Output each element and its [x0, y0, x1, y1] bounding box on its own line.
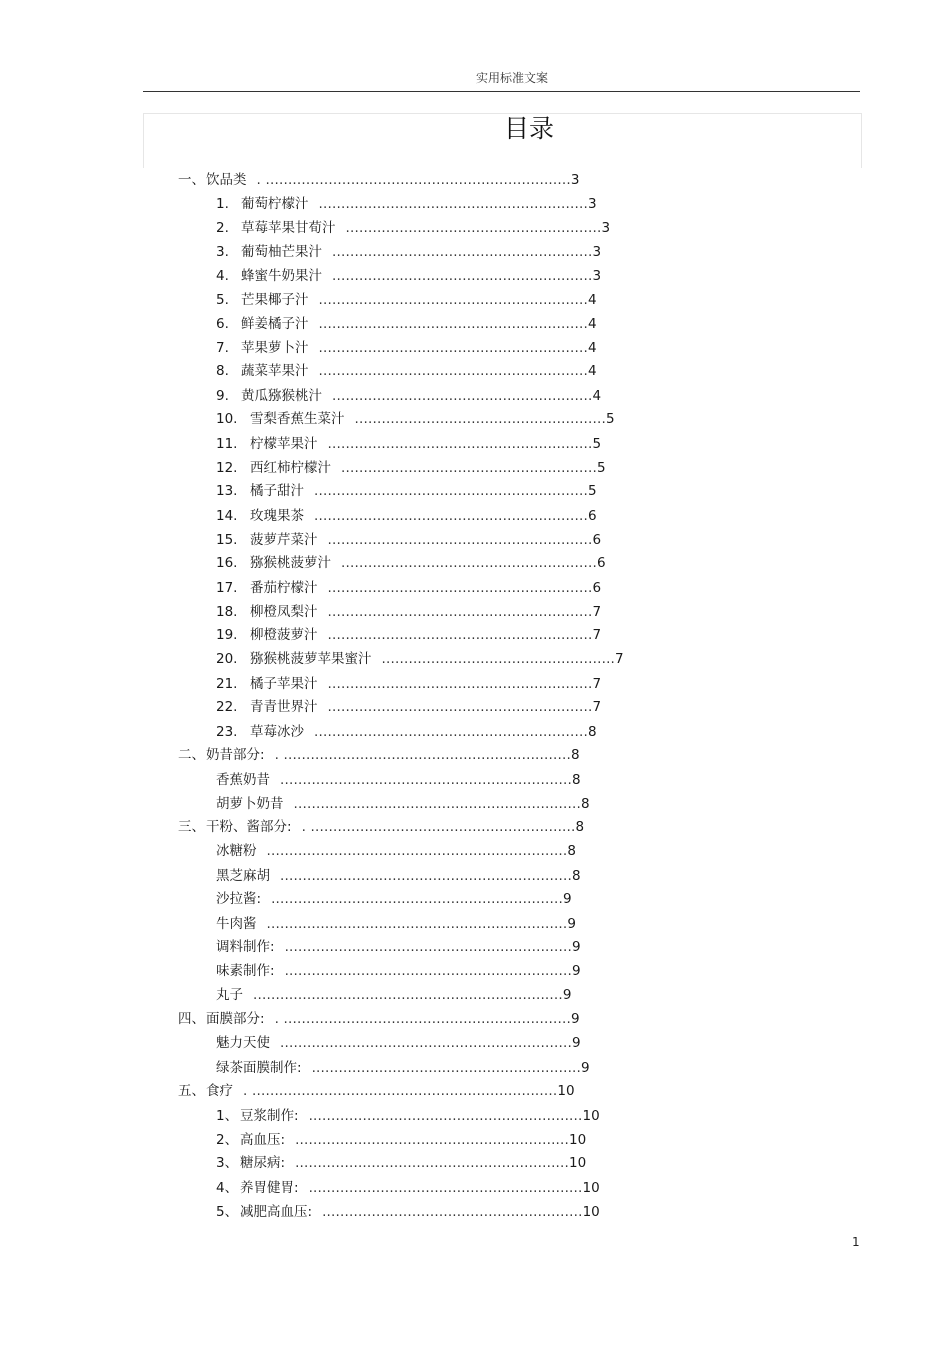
- toc-entry-number: 16.: [216, 555, 238, 571]
- toc-entry-title: 味素制作:: [216, 963, 275, 979]
- toc-entry[interactable]: [216, 868, 581, 884]
- toc-entry-title: 豆浆制作:: [240, 1108, 299, 1124]
- toc-entry-number: 四、: [178, 1011, 205, 1027]
- toc-entry-title: 黑芝麻胡: [216, 868, 270, 884]
- toc-entry-title: 养胃健胃:: [240, 1180, 299, 1196]
- toc-entry-title: 饮品类: [206, 172, 247, 188]
- toc-entry-number: 19.: [216, 627, 238, 643]
- toc-entry-title: 绿茶面膜制作:: [216, 1060, 302, 1076]
- toc-entry[interactable]: [216, 483, 597, 499]
- toc-entry-number: 6.: [216, 316, 229, 332]
- toc-entry-leader: .............................................................: [314, 508, 588, 524]
- toc-entry-page: 6: [592, 580, 602, 596]
- toc-title: 目录: [503, 114, 554, 143]
- toc-entry-number: 15.: [216, 532, 238, 548]
- toc-entry-title: 猕猴桃菠萝汁: [250, 555, 331, 571]
- toc-entry[interactable]: [216, 508, 597, 524]
- toc-entry-page: 9: [572, 963, 581, 979]
- toc-entry-title: 玫瑰果茶: [250, 508, 304, 524]
- toc-entry-title: 柳橙凤梨汁: [250, 604, 318, 620]
- toc-entry-number: 8.: [216, 363, 229, 379]
- toc-entry[interactable]: [216, 580, 601, 596]
- toc-entry-leader: ................................................................: [293, 796, 581, 812]
- toc-entry-title: 丸子: [216, 987, 243, 1003]
- toc-entry-title: 胡萝卜奶昔: [216, 796, 284, 812]
- toc-entry-number: 一、: [178, 172, 205, 188]
- toc-entry-page: 8: [567, 843, 577, 859]
- toc-entry-leader: ................................................................: [284, 939, 573, 955]
- toc-entry-title: 奶昔部分:: [206, 747, 265, 763]
- toc-entry-leader: ..........................................................: [332, 244, 593, 260]
- toc-entry-page: 5: [587, 483, 597, 499]
- toc-entry-leader: ...........................................................: [327, 676, 593, 692]
- toc-entry-page: 3: [592, 268, 602, 284]
- toc-entry-page: 9: [562, 987, 572, 1003]
- toc-entry-title: 苹果萝卜汁: [241, 340, 309, 356]
- toc-entry[interactable]: [178, 1083, 575, 1099]
- toc-entry-title: 葡萄柠檬汁: [241, 196, 309, 212]
- toc-entry[interactable]: [216, 1035, 581, 1051]
- toc-entry-number: 9.: [216, 388, 229, 404]
- toc-entry-page: 9: [571, 1011, 580, 1027]
- toc-entry[interactable]: [216, 843, 576, 859]
- toc-entry-page: 10: [569, 1132, 587, 1148]
- toc-entry-number: 13.: [216, 483, 238, 499]
- toc-entry-leader: ...................................................................: [266, 916, 568, 932]
- toc-entry[interactable]: [216, 532, 601, 548]
- toc-entry-title: 牛肉酱: [216, 916, 257, 932]
- toc-entry[interactable]: [216, 1132, 586, 1148]
- toc-entry-page: 6: [592, 532, 602, 548]
- toc-entry-leader: ............................................................: [318, 292, 588, 308]
- toc-entry-page: 10: [582, 1180, 600, 1196]
- toc-entry[interactable]: [216, 292, 597, 308]
- toc-entry-title: 干粉、酱部分:: [206, 819, 292, 835]
- toc-entry[interactable]: [216, 460, 606, 476]
- toc-entry-page: 4: [587, 340, 597, 356]
- toc-entry[interactable]: [216, 436, 601, 452]
- toc-entry-leader: ..........................................................: [322, 1204, 583, 1220]
- toc-entry-leader: .................................................................: [280, 868, 572, 884]
- toc-entry[interactable]: [216, 1180, 600, 1196]
- toc-entry[interactable]: [216, 196, 597, 212]
- toc-entry[interactable]: [216, 963, 581, 979]
- toc-entry-number: 21.: [216, 676, 238, 692]
- toc-entry-page: 4: [587, 316, 597, 332]
- toc-entry[interactable]: [216, 1108, 600, 1124]
- toc-entry-page: 7: [615, 651, 624, 667]
- toc-entry-title: 芒果椰子汁: [241, 292, 309, 308]
- toc-entry-number: 22.: [216, 699, 238, 715]
- toc-entry-number: 14.: [216, 508, 238, 524]
- toc-entry-leader: .............................................................: [308, 1108, 583, 1124]
- toc-entry-page: 8: [571, 747, 580, 763]
- toc-entry[interactable]: [216, 1204, 600, 1220]
- toc-entry-title: 蔬菜苹果汁: [241, 363, 309, 379]
- toc-entry-number: 3.: [216, 244, 229, 260]
- toc-entry-title: 西红柿柠檬汁: [250, 460, 331, 476]
- toc-entry-page: 4: [592, 388, 602, 404]
- toc-entry-page: 7: [592, 604, 602, 620]
- toc-entry-leader: ............................................................: [318, 316, 588, 332]
- toc-entry[interactable]: [216, 627, 601, 643]
- toc-entry[interactable]: [216, 987, 572, 1003]
- toc-entry-number: 12.: [216, 460, 238, 476]
- toc-entry[interactable]: [216, 891, 572, 907]
- toc-entry[interactable]: [216, 1155, 586, 1171]
- toc-entry-page: 9: [581, 1060, 590, 1076]
- toc-entry-page: 9: [567, 916, 577, 932]
- toc-entry[interactable]: [178, 819, 584, 835]
- toc-entry[interactable]: [178, 1011, 580, 1027]
- toc-entry-number: 10.: [216, 411, 238, 427]
- toc-entry-page: 3: [570, 172, 580, 188]
- toc-entry-page: 8: [575, 819, 585, 835]
- toc-entry-leader: ............................................................: [318, 196, 588, 212]
- toc-entry-page: 4: [587, 292, 597, 308]
- toc-entry-leader: . ...........................................................: [301, 819, 576, 835]
- toc-entry-number: 2、: [216, 1132, 239, 1148]
- toc-entry-leader: ................................................................: [284, 963, 573, 979]
- toc-entry-leader: ...........................................................: [327, 604, 593, 620]
- toc-entry-title: 食疗: [206, 1083, 233, 1099]
- toc-entry-leader: ....................................................: [381, 651, 616, 667]
- toc-entry-title: 冰糖粉: [216, 843, 257, 859]
- toc-entry-title: 草莓苹果甘荀汁: [241, 220, 336, 236]
- toc-entry-number: 1、: [216, 1108, 239, 1124]
- toc-entry-page: 7: [592, 699, 602, 715]
- toc-entry-leader: .................................................................: [271, 891, 563, 907]
- toc-entry-leader: ..........................................................: [332, 388, 593, 404]
- toc-entry-page: 6: [587, 508, 597, 524]
- toc-entry-leader: . ....................................................................: [256, 172, 571, 188]
- toc-entry-number: 五、: [178, 1083, 205, 1099]
- toc-entry-title: 青青世界汁: [250, 699, 318, 715]
- toc-entry-leader: ..........................................................: [332, 268, 593, 284]
- toc-entry-title: 魅力天使: [216, 1035, 270, 1051]
- toc-entry[interactable]: [216, 316, 597, 332]
- toc-entry-title: 橘子苹果汁: [250, 676, 318, 692]
- toc-entry[interactable]: [216, 1060, 590, 1076]
- toc-entry-page: 8: [571, 868, 581, 884]
- toc-entry[interactable]: [216, 796, 590, 812]
- toc-entry[interactable]: [216, 604, 601, 620]
- toc-entry-title: 雪梨香蕉生菜汁: [250, 411, 345, 427]
- toc-entry-leader: .................................................................: [280, 772, 572, 788]
- toc-entry-leader: .............................................................: [295, 1155, 570, 1171]
- toc-entry-page: 9: [563, 891, 572, 907]
- toc-entry-leader: .........................................................: [345, 220, 602, 236]
- toc-entry[interactable]: [216, 724, 597, 740]
- toc-entry-title: 柳橙菠萝汁: [250, 627, 318, 643]
- toc-entry-number: 17.: [216, 580, 238, 596]
- toc-entry[interactable]: [216, 363, 597, 379]
- toc-entry-leader: ............................................................: [318, 363, 588, 379]
- page-number: 1: [852, 1235, 860, 1249]
- toc-entry[interactable]: [216, 340, 597, 356]
- toc-entry-leader: .................................................................: [280, 1035, 572, 1051]
- toc-entry-leader: ...........................................................: [327, 699, 593, 715]
- toc-entry-page: 4: [587, 363, 597, 379]
- toc-entry-number: 23.: [216, 724, 238, 740]
- toc-entry-page: 5: [597, 460, 606, 476]
- toc-entry-title: 鲜姜橘子汁: [241, 316, 309, 332]
- toc-entry-page: 6: [597, 555, 606, 571]
- toc-entry-leader: . ................................................................: [274, 1011, 571, 1027]
- toc-entry-title: 菠萝芹菜汁: [250, 532, 318, 548]
- toc-entry[interactable]: [216, 916, 576, 932]
- toc-entry-page: 9: [571, 1035, 581, 1051]
- toc-entry-page: 7: [592, 676, 602, 692]
- toc-entry[interactable]: [216, 699, 601, 715]
- toc-entry-number: 5、: [216, 1204, 239, 1220]
- toc-entry-leader: . ................................................................: [274, 747, 571, 763]
- toc-entry-number: 5.: [216, 292, 229, 308]
- toc-entry-leader: .............................................................: [308, 1180, 583, 1196]
- toc-entry-leader: ...........................................................: [327, 580, 593, 596]
- toc-entry-leader: ...........................................................: [327, 436, 593, 452]
- toc-entry-page: 8: [571, 772, 581, 788]
- toc-entry-page: 5: [592, 436, 602, 452]
- toc-entry-title: 高血压:: [240, 1132, 286, 1148]
- toc-entry-leader: .............................................................: [295, 1132, 570, 1148]
- toc-entry-page: 3: [587, 196, 597, 212]
- toc-entry-title: 沙拉酱:: [216, 891, 262, 907]
- toc-entry-page: 5: [606, 411, 615, 427]
- toc-entry-title: 面膜部分:: [206, 1011, 265, 1027]
- toc-entry[interactable]: [216, 676, 601, 692]
- header-divider: [143, 91, 860, 92]
- toc-entry-number: 11.: [216, 436, 238, 452]
- toc-entry-page: 8: [580, 796, 590, 812]
- toc-entry[interactable]: [216, 244, 601, 260]
- toc-entry-leader: ............................................................: [311, 1060, 582, 1076]
- toc-entry-page: 7: [592, 627, 602, 643]
- toc-entry-number: 3、: [216, 1155, 239, 1171]
- toc-entry-number: 1.: [216, 196, 229, 212]
- toc-entry-number: 2.: [216, 220, 229, 236]
- toc-entry-title: 糖尿病:: [240, 1155, 286, 1171]
- toc-entry-number: 4.: [216, 268, 229, 284]
- toc-entry-leader: .............................................................: [314, 724, 588, 740]
- toc-entry-title: 香蕉奶昔: [216, 772, 270, 788]
- toc-entry-number: 7.: [216, 340, 229, 356]
- toc-entry-title: 葡萄柚芒果汁: [241, 244, 322, 260]
- toc-entry-leader: .....................................................................: [253, 987, 563, 1003]
- toc-entry-page: 10: [582, 1204, 600, 1220]
- toc-entry-page: 10: [569, 1155, 587, 1171]
- toc-entry-title: 蜂蜜牛奶果汁: [241, 268, 322, 284]
- toc-entry[interactable]: [216, 772, 581, 788]
- toc-entry-number: 20.: [216, 651, 238, 667]
- toc-entry-page: 3: [592, 244, 602, 260]
- toc-entry-leader: ...................................................................: [266, 843, 568, 859]
- toc-entry-title: 猕猴桃菠萝苹果蜜汁: [250, 651, 372, 667]
- toc-entry-number: 4、: [216, 1180, 239, 1196]
- toc-entry-leader: ........................................................: [354, 411, 607, 427]
- toc-entry-title: 橘子甜汁: [250, 483, 304, 499]
- toc-entry-leader: ............................................................: [318, 340, 588, 356]
- toc-entry-page: 3: [601, 220, 611, 236]
- toc-entry-leader: .........................................................: [341, 460, 598, 476]
- toc-entry-number: 二、: [178, 747, 205, 763]
- toc-entry-title: 柠檬苹果汁: [250, 436, 318, 452]
- toc-entry[interactable]: [216, 220, 610, 236]
- toc-entry-page: 8: [587, 724, 597, 740]
- toc-entry[interactable]: [216, 555, 606, 571]
- toc-entry-number: 三、: [178, 819, 205, 835]
- toc-entry[interactable]: [216, 939, 581, 955]
- toc-entry-number: 18.: [216, 604, 238, 620]
- toc-entry-page: 10: [582, 1108, 600, 1124]
- toc-entry[interactable]: [216, 388, 601, 404]
- toc-entry[interactable]: [216, 651, 624, 667]
- toc-entry-title: 黄瓜猕猴桃汁: [241, 388, 322, 404]
- toc-entry-page: 9: [572, 939, 581, 955]
- toc-entry[interactable]: [178, 747, 580, 763]
- toc-entry-leader: ...........................................................: [327, 532, 593, 548]
- toc-entry[interactable]: [216, 268, 601, 284]
- toc-entry-title: 番茄柠檬汁: [250, 580, 318, 596]
- page-header: 实用标准文案: [475, 71, 548, 85]
- toc-entry[interactable]: [178, 172, 579, 188]
- toc-entry-leader: .........................................................: [341, 555, 598, 571]
- toc-entry-title: 减肥高血压:: [240, 1204, 313, 1220]
- toc-entry-leader: ...........................................................: [327, 627, 593, 643]
- toc-entry[interactable]: [216, 411, 615, 427]
- toc-entry-title: 调料制作:: [216, 939, 275, 955]
- toc-entry-page: 10: [557, 1083, 575, 1099]
- toc-entry-leader: .............................................................: [314, 483, 588, 499]
- toc-entry-leader: . ....................................................................: [243, 1083, 558, 1099]
- toc-entry-title: 草莓冰沙: [250, 724, 304, 740]
